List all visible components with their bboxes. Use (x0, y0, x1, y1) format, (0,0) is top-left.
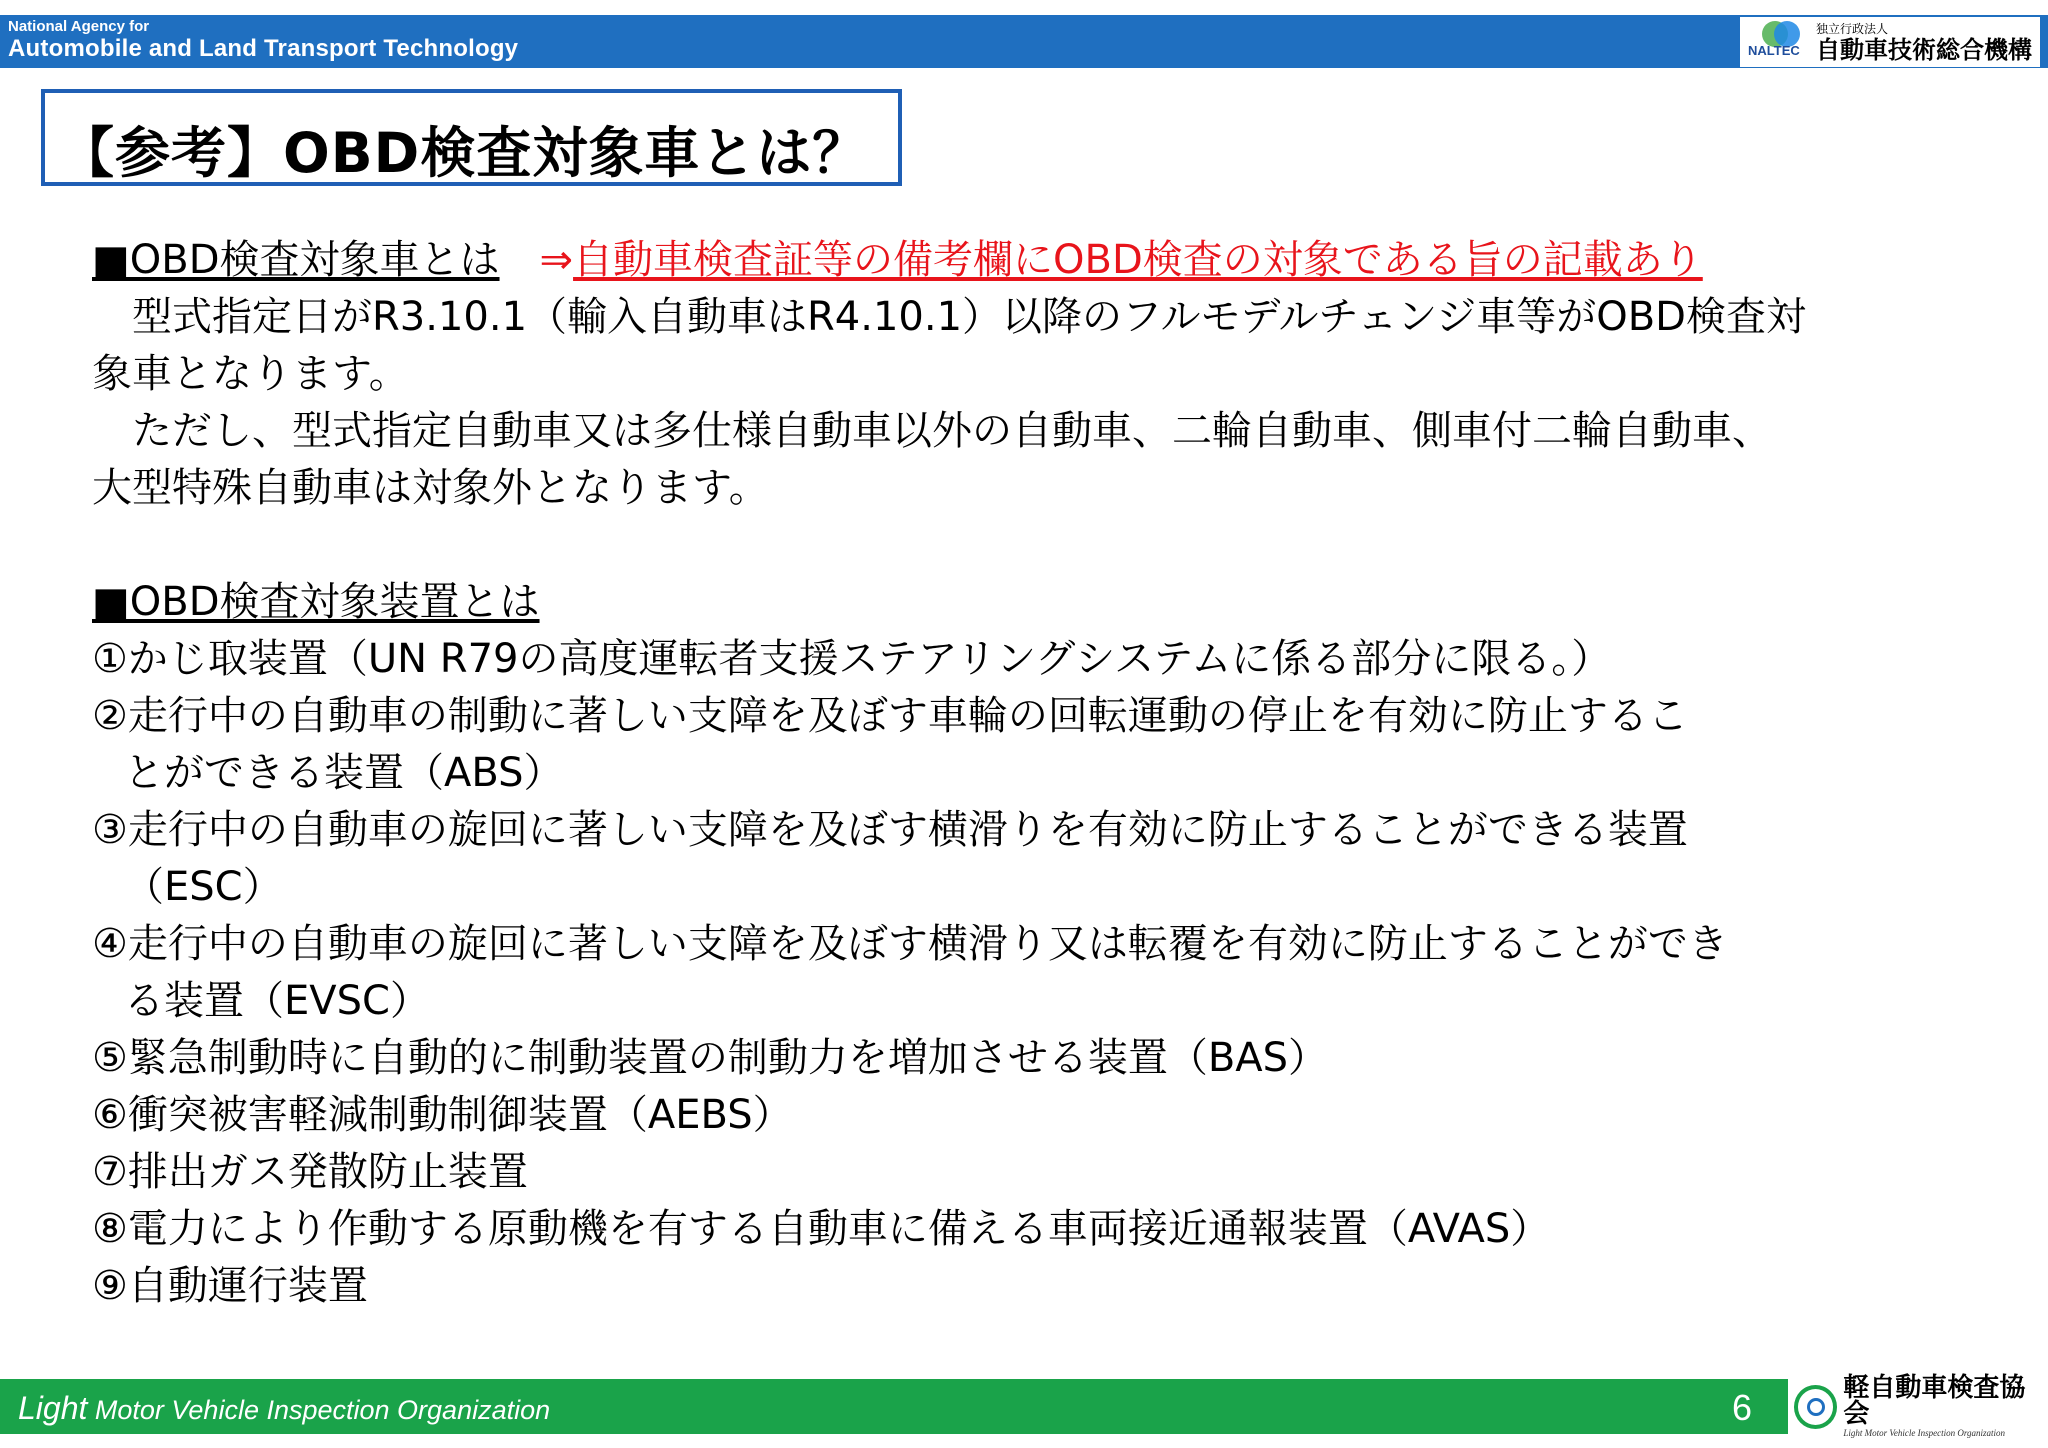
lmvio-emblem-icon (1794, 1385, 1837, 1429)
device-item-4: ④走行中の自動車の旋回に著しい支障を及ぼす横滑り又は転覆を有効に防止することができ (92, 921, 1728, 967)
naltec-logo-icon (1748, 19, 1810, 65)
section1-paragraph-line: 型式指定日がR3.10.1（輸入自動車はR4.10.1）以降のフルモデルチェンジ車等がOBD検査対 (92, 294, 1806, 340)
lmvio-en-small: Light Motor Vehicle Inspection Organization (1843, 1428, 2006, 1438)
device-item-4-cont: る装置（EVSC） (124, 978, 430, 1024)
slide-title-box (41, 89, 902, 186)
naltec-abbr: NALTEC (1748, 43, 1800, 58)
section1-paragraph-line: 大型特殊自動車は対象外となります。 (92, 465, 769, 511)
device-item-8: ⑧電力により作動する原動機を有する自動車に備える車両接近通報装置（AVAS） (92, 1206, 1551, 1252)
footer-org-name (18, 1390, 550, 1427)
device-item-5: ⑤緊急制動時に自動的に制動装置の制動力を増加させる装置（BAS） (92, 1035, 1329, 1081)
device-item-9: ⑨自動運行装置 (92, 1263, 368, 1309)
section2-heading: ■OBD検査対象装置とは (92, 579, 540, 625)
section1-arrow: ⇒ (539, 237, 574, 283)
section1-paragraph-line: 象車となります。 (92, 351, 409, 397)
section1-heading-line (92, 232, 2012, 289)
section1-paragraph-line: ただし、型式指定自動車又は多仕様自動車以外の自動車、二輪自動車、側車付二輪自動車、 (92, 408, 1772, 454)
header-org-line1: National Agency for (8, 18, 150, 35)
device-item-3: ③走行中の自動車の旋回に著しい支障を及ぼす横滑りを有効に防止することができる装置 (92, 807, 1688, 853)
header-org-line2: Automobile and Land Transport Technology (8, 35, 519, 62)
device-item-2-cont: とができる装置（ABS） (124, 750, 564, 796)
device-item-1: ①かじ取装置（UN R79の高度運転者支援ステアリングシステムに係る部分に限る。） (92, 636, 1612, 682)
section1-heading: ■OBD検査対象車とは (92, 237, 500, 283)
header-bar (0, 15, 2048, 68)
footer-bar (0, 1373, 2048, 1438)
footer-org-first: Light (18, 1390, 88, 1426)
device-item-7: ⑦排出ガス発散防止装置 (92, 1149, 528, 1195)
lmvio-logo (1788, 1373, 2048, 1438)
device-item-6: ⑥衝突被害軽減制動制御装置（AEBS） (92, 1092, 793, 1138)
slide-title: 【参考】OBD検査対象車とは？ (59, 121, 869, 185)
header-org-name (8, 19, 518, 61)
device-item-3-cont: （ESC） (124, 864, 283, 910)
section2-heading-line (92, 574, 2012, 631)
naltec-jp-name: 自動車技術総合機構 (1816, 35, 2032, 64)
page-number: 6 (1732, 1387, 1753, 1428)
device-item-2: ②走行中の自動車の制動に著しい支障を及ぼす車輪の回転運動の停止を有効に防止するこ (92, 693, 1688, 739)
slide-content (92, 232, 2012, 1315)
naltec-jp-small: 独立行政法人 (1816, 21, 1889, 36)
lmvio-jp-name: 軽自動車検査協会 (1843, 1373, 2026, 1429)
footer-org-rest: Motor Vehicle Inspection Organization (87, 1395, 551, 1425)
naltec-logo (1740, 17, 2040, 67)
section1-highlight: 自動車検査証等の備考欄にOBD検査の対象である旨の記載あり (573, 237, 1703, 283)
